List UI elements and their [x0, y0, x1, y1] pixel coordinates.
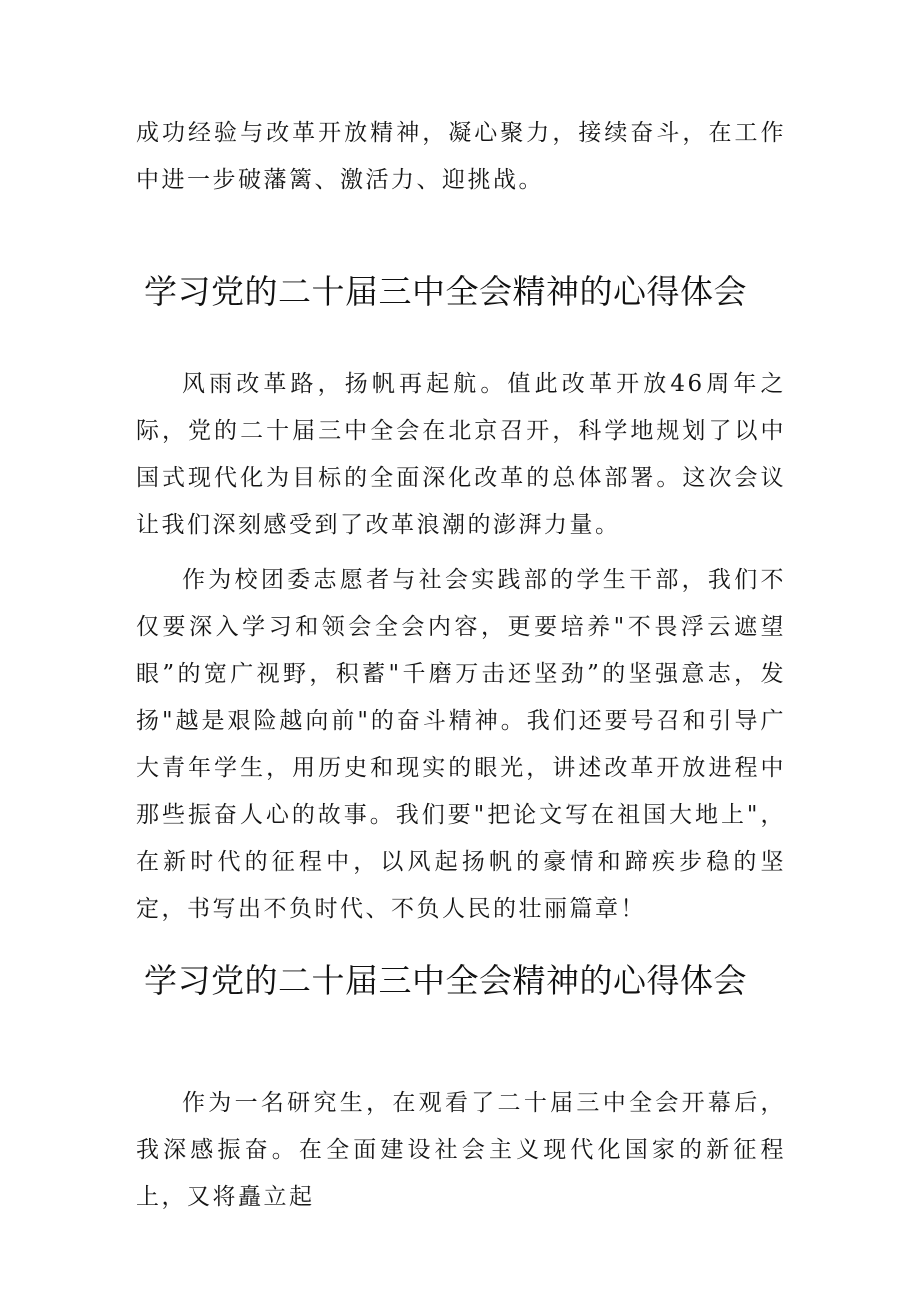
section-2-paragraph-1: 作为一名研究生，在观看了二十届三中全会开幕后，我深感振奋。在全面建设社会主义现代化国家的新征程上，又将矗立起	[136, 1090, 786, 1210]
section-2-title: 学习党的二十届三中全会精神的心得体会	[144, 961, 747, 1000]
intro-paragraph: 成功经验与改革开放精神，凝心聚力，接续奋斗，在工作中进一步破藩篱、激活力、迎挑战。	[136, 120, 786, 193]
section-1-paragraph-1: 风雨改革路，扬帆再起航。值此改革开放46周年之际，党的二十届三中全会在北京召开，科学地规划了以中国式现代化为目标的全面深化改革的总体部署。这次会议让我们深刻感受到了改革浪潮的澎湃力量。	[136, 371, 786, 538]
section-1-paragraph-2: 作为校团委志愿者与社会实践部的学生干部，我们不仅要深入学习和领会全会内容，更要培养"不畏浮云遮望眼”的宽广视野，积蓄"千磨万击还坚劲”的坚强意志，发扬"越是艰险越向前"的奋斗精神。我们还要号召和引导广大青年学生，用历史和现实的眼光，讲述改革开放进程中那些振奋人心的故事。我们要"把论文写在祖国大地上"，在新时代的征程中，以风起扬帆的豪情和蹄疾步稳的坚定，书写出不负时代、不负人民的壮丽篇章！	[136, 567, 786, 922]
section-1-title: 学习党的二十届三中全会精神的心得体会	[144, 272, 747, 311]
